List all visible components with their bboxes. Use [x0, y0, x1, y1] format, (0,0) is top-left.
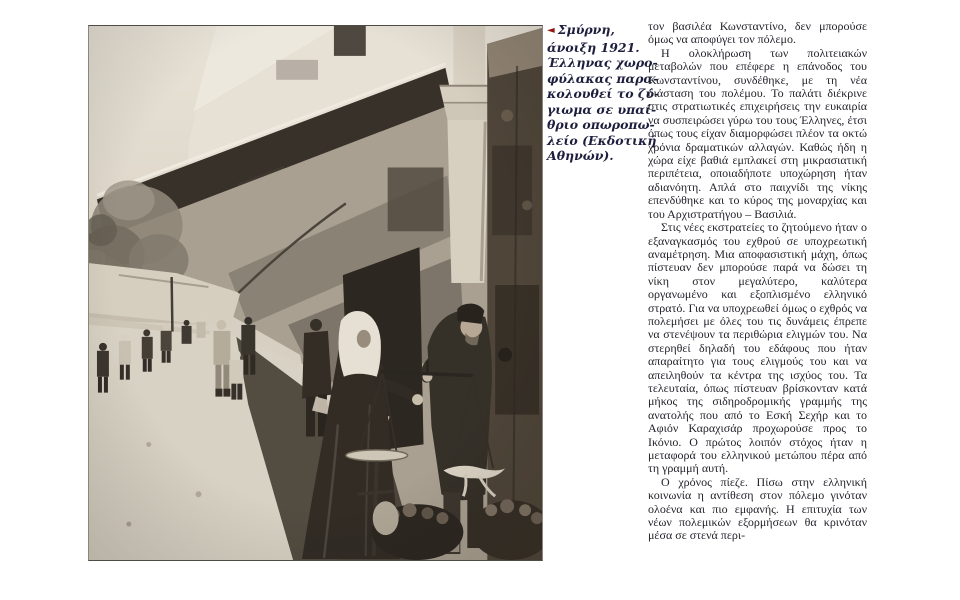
photo-vignette: [89, 26, 542, 560]
caption-line: Αθηνών).: [547, 148, 614, 163]
caption-arrow-icon: ◄: [547, 25, 555, 36]
photo-smyrna-1921: [88, 25, 543, 561]
caption-line: άνοιξη 1921.: [547, 39, 640, 55]
caption-text: Σμύρνη,: [557, 22, 615, 37]
caption-line: Έλληνας χωρο-: [547, 55, 658, 70]
photo-illustration: [89, 26, 542, 560]
article-paragraph: τον βασιλέα Κωνσταντίνο, δεν μπορούσε όμως να αποφύγει τον πόλεμο.: [648, 20, 867, 47]
article-paragraph: Στις νέες εκστρατείες το ζητούμενο ήταν ο εξαναγκασμός του εχθρού σε υποχρεωτική αναμέτρηση. Μια αποφασιστική μάχη, όπως πίστευαν δεν μπορούσε παρά να δώσει τη νίκη στον μεγαλύτερο, καλύτερα οργανωμένο και εξοπλισμένο ελληνικό στρατό. Για να υποχρεωθεί όμως ο εχθρός να πολεμήσει με όλες του τις δυνάμεις έπρεπε να στενέψουν τα περιθώρια ελιγμών του. Να στερηθεί δηλαδή του εδάφους που ήταν απαραίτητο για τους ελιγμούς του και να απειληθούν τα κέντρα της ισχύος του. Τα τελευταία, όπως πίστευαν βρίσκονταν κατά μήκος της σιδηροδρομικής γραμμής της ανατολής που από το Εσκή Σεχήρ και το Αφιόν Καραχισάρ προχωρούσε προς το Ικόνιο. Ο πρώτος λοιπόν στόχος ήταν η μεταφορά του ελληνικού μετώπου πέρα από τη γραμμή αυτή.: [648, 220, 867, 476]
article-paragraph: Η ολοκλήρωση των πολιτειακών μεταβολών που επέφερε η επάνοδος του Κωνσταντίνου, συνδέθηκε, με τη νέα διάσταση του πολέμου. Το παλάτι διέκρινε στις στρατιωτικές επιχειρήσεις την ευκαιρία να συσπειρώσει γύρω του τους Έλληνες, έτσι όπως τους είχαν διαμορφώσει πλέον τα οκτώ χρόνια δραματικών αλλαγών. Καθώς ήδη η χώρα είχε βαθιά εμπλακεί στη μικρασιατική περιπέτεια, οποιαδήποτε υποχώρηση ήταν αδιανόητη. Απλά στο παιχνίδι της νίκης επενδύθηκε και το κύρος της μοναρχίας και του Αρχιστρατήγου – Βασιλιά.: [648, 45, 867, 221]
caption-line: φύλακας παρα-: [547, 70, 659, 86]
caption-line: γιωμα σε υπαί-: [547, 101, 657, 117]
article-column: [648, 20, 867, 600]
article-paragraph: Ο χρόνος πίεζε. Πίσω στην ελληνική κοινωνία η αντίθεση στον πόλεμο γινόταν ολοένα και πιο εμφανής. Η επιτυχία των νέων πολεμικών εξορμήσεων θα κρινόταν μέσα σε στενά περι-: [648, 474, 867, 543]
caption-line: θριο οπωροπω-: [547, 117, 655, 132]
photo-caption: [547, 22, 660, 164]
caption-line: [547, 22, 639, 40]
caption-line: κολουθεί το ζύ-: [547, 86, 660, 101]
caption-line: λείο (Εκδοτική: [547, 132, 657, 148]
